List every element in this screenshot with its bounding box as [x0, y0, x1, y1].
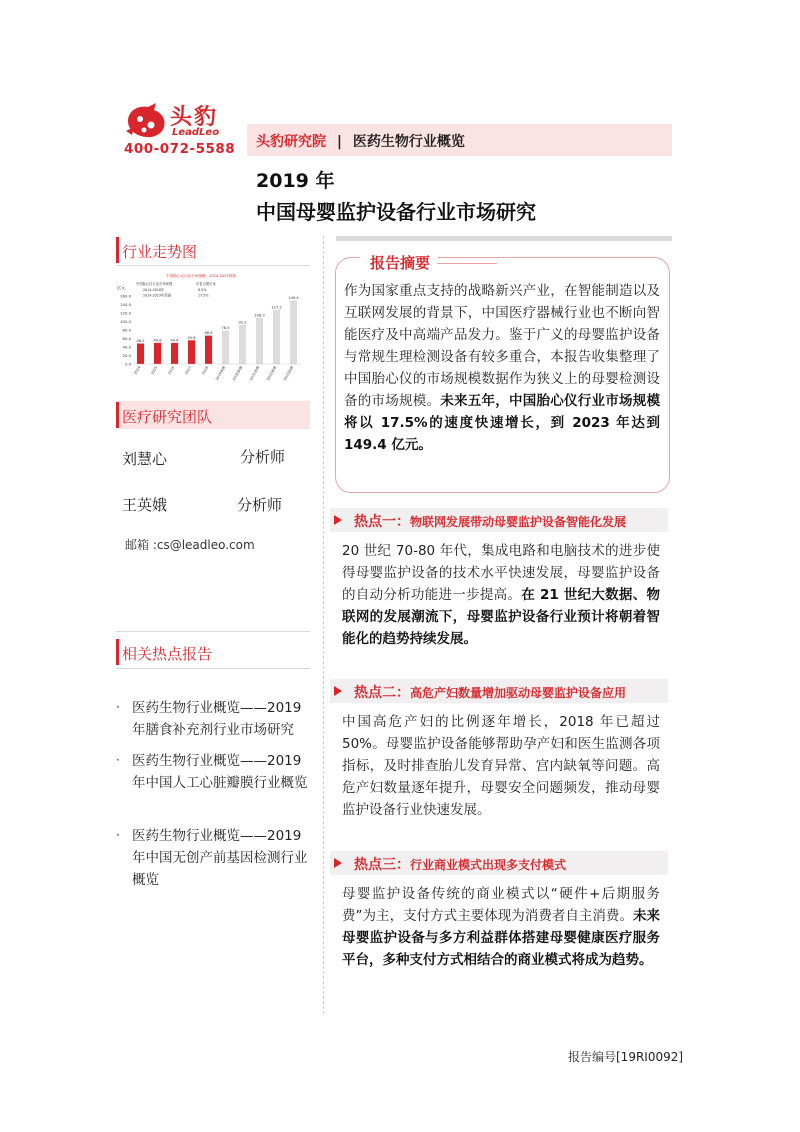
chart-bar [256, 318, 263, 364]
bar-value-label: 149.4 [288, 296, 299, 301]
legend-header: 年复合增长率 [196, 282, 216, 286]
x-tick-label: 2018 [201, 365, 210, 376]
team-section-title: 医疗研究团队 [122, 408, 213, 426]
hotpoint-text-plain: 中国高危产妇的比例逐年增长，2018 年已超过 50%。母婴监护设备能够帮助孕产妇和医生监测各项指标，及时排查胎儿发育异常、宫内缺氧等问题。高危产妇数量逐年提升，母婴安全问题频发，推动母婴监护设备行业快速发展。 [342, 714, 660, 818]
section-marker [116, 402, 119, 428]
y-tick-label: 20.0 [122, 352, 131, 358]
x-tick-label: 2014 [133, 365, 142, 376]
y-tick-label: 80.0 [122, 327, 131, 333]
legend-period: 2019-2023年预测 [143, 293, 171, 298]
hotpoint-text-bold: 在 21 世纪大数据、物联网的发展潮流下，母婴监护设备行业预计将朝着智能化的趋势持续发展。 [342, 587, 661, 647]
logo-text-cn: 头豹 [170, 105, 219, 130]
summary-text-bold: 未来五年，中国胎心仪行业市场规模将以 17.5%的速度快速增长，到 2023 年达到 149.4 亿元。 [344, 393, 660, 453]
legend-rate: 8.5% [198, 288, 207, 292]
header-separator: | [336, 134, 342, 150]
y-tick-label: 120.0 [120, 310, 131, 316]
report-number: 报告编号[19RI0092] [568, 1050, 684, 1064]
section-marker [116, 639, 119, 665]
bar-value-label: 92.2 [238, 320, 247, 325]
hotpoint-text-bold: 未来母婴监护设备与多方利益群体搭建母婴健康医疗服务平台，多种支付方式相结合的商业模式将成为趋势。 [342, 908, 661, 968]
hotpoint-title [354, 854, 566, 874]
y-tick-label: 160.0 [120, 293, 131, 299]
y-tick-label: 0.0 [124, 361, 131, 367]
trend-section-title: 行业走势图 [122, 243, 198, 261]
x-tick-label: 2021预测 [248, 365, 261, 382]
y-tick-label: 140.0 [120, 301, 131, 307]
legend-period: 2014-2018年 [143, 288, 165, 292]
bar-value-label: 48.2 [136, 339, 145, 344]
hotpoint-subtitle: 行业商业模式出现多支付模式 [410, 858, 567, 872]
summary-title: 报告摘要 [370, 254, 431, 272]
title-underline [336, 236, 672, 241]
bar-value-label: 55.8 [187, 335, 196, 340]
x-tick-label: 2020预测 [231, 365, 244, 382]
related-report-link[interactable]: 医药生物行业概览——2019年中国无创产前基因检测行业概览 [132, 828, 308, 888]
related-report-link[interactable]: 医药生物行业概览——2019年膳食补充剂行业市场研究 [132, 700, 302, 738]
hotpoint-subtitle: 高危产妇数量增加驱动母婴监护设备应用 [410, 686, 627, 700]
chart-bar [188, 340, 195, 364]
leopard-logo-icon [124, 101, 170, 141]
y-tick-label: 60.0 [122, 335, 131, 341]
chart-bar [239, 325, 246, 364]
analyst-role: 分析师 [237, 496, 283, 514]
hotpoint-subtitle: 物联网发展带动母婴监护设备智能化发展 [410, 515, 627, 529]
list-bullet: · [116, 828, 120, 842]
x-tick-label: 2019预测 [214, 365, 227, 382]
list-bullet: · [116, 700, 120, 714]
column-divider [323, 236, 324, 1014]
chart-bar [171, 343, 178, 364]
triangle-icon [334, 686, 342, 696]
chart-title: 中国胎心仪行业市场规模，2014-2023预测 [166, 274, 236, 278]
divider [116, 631, 310, 632]
legend-header: 中国胎心仪行业市场规模 [136, 282, 173, 286]
chart-bar [290, 301, 297, 364]
bar-value-label: 66.8 [204, 331, 213, 336]
x-tick-label: 2017 [184, 365, 193, 376]
x-tick-label: 2022预测 [265, 365, 278, 382]
analyst-name: 刘慧心 [122, 450, 168, 468]
institute-name: 头豹研究院 [256, 134, 326, 150]
hotpoint-text-plain: 母婴监护设备传统的商业模式以“硬件+后期服务费”为主，支付方式主要体现为消费者自主消费。 [342, 886, 660, 924]
x-tick-label: 2023预测 [282, 365, 295, 382]
related-report-link[interactable]: 医药生物行业概览——2019年中国人工心脏瓣膜行业概览 [132, 753, 308, 791]
hotpoint-title [354, 682, 626, 702]
header-band-text [256, 131, 465, 151]
bar-value-label: 49.6 [170, 338, 179, 343]
summary-tab-line [437, 263, 497, 264]
divider [116, 668, 310, 669]
contact-email[interactable]: 邮箱 :cs@leadleo.com [125, 538, 255, 552]
hotpoint-label: 热点一： [354, 514, 410, 530]
analyst-role: 分析师 [240, 448, 286, 466]
analyst-name: 王英娥 [122, 496, 168, 514]
section-marker [116, 237, 119, 263]
legend-rate: 17.5% [198, 293, 209, 298]
y-tick-label: 40.0 [122, 344, 131, 350]
divider [116, 265, 310, 266]
triangle-icon [334, 515, 342, 525]
hotpoint-title [354, 511, 626, 531]
hotpoint-text-plain: 20 世纪 70-80 年代，集成电路和电脑技术的进步使得母婴监护设备的技术水平快速发展，母婴监护设备的自动分析功能进一步提高。 [342, 543, 660, 603]
bar-value-label: 49.8 [153, 338, 162, 343]
hotpoint-text [342, 711, 660, 821]
chart-bar [154, 343, 161, 364]
hotpoint-label: 热点三： [354, 857, 410, 873]
bar-value-label: 108.3 [254, 313, 265, 318]
hotpoint-text [342, 540, 660, 650]
bar-value-label: 127.2 [271, 305, 282, 310]
list-bullet: · [116, 753, 120, 767]
y-axis-label: 亿元 [117, 285, 126, 290]
page-title: 中国母婴监护设备行业市场研究 [256, 200, 536, 224]
hotpoint-text [342, 883, 660, 971]
phone-number: 400-072-5588 [124, 141, 236, 157]
hotpoint-label: 热点二： [354, 685, 410, 701]
title-year: 2019 年 [256, 170, 335, 192]
summary-text-plain: 作为国家重点支持的战略新兴产业，在智能制造以及互联网发展的背景下，中国医疗器械行业也不断向智能医疗及中高端产品发力。鉴于广义的母婴监护设备与常规生理检测设备有较多重合，本报告收集整理了中国胎心仪的市场规模数据作为狭义上的母婴检测设备的市场规模。 [344, 283, 660, 409]
triangle-icon [334, 858, 342, 868]
related-section-title: 相关热点报告 [122, 645, 213, 663]
chart-bar [137, 344, 144, 364]
trend-chart [116, 272, 306, 384]
bar-value-label: 78.5 [221, 326, 230, 331]
logo-text-en: LeadLeo [172, 127, 220, 138]
y-tick-label: 100.0 [120, 318, 131, 324]
chart-bar [273, 310, 280, 364]
report-category: 医药生物行业概览 [352, 134, 465, 150]
chart-bar [222, 331, 229, 364]
chart-bar [205, 336, 212, 364]
x-tick-label: 2016 [167, 365, 176, 376]
x-tick-label: 2015 [150, 365, 159, 376]
summary-text [344, 280, 660, 456]
